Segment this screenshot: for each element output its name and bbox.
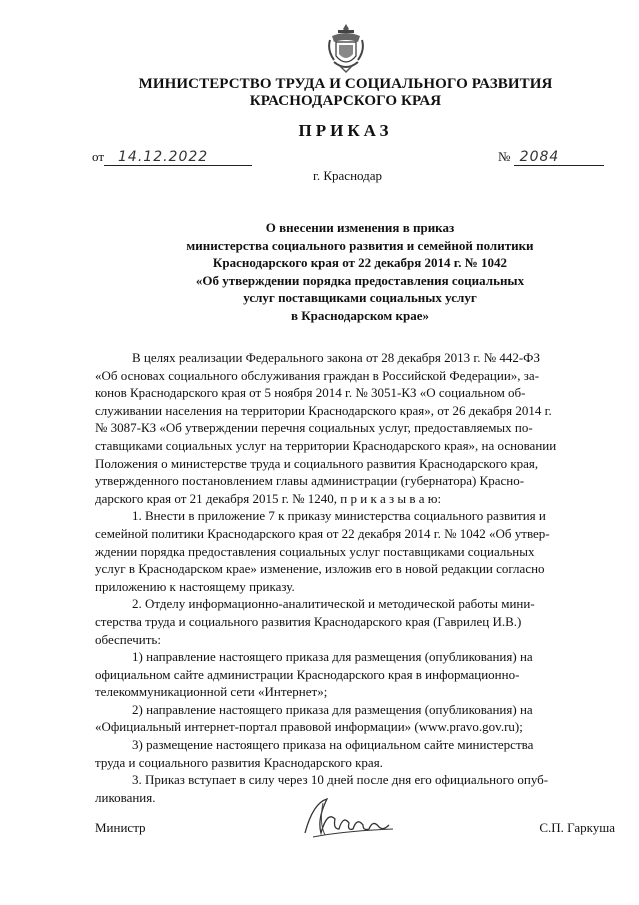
body-line: ставщиками социальных услуг на территории Краснодарского края», на основании xyxy=(95,437,557,453)
order-date xyxy=(92,149,252,166)
body-line: 2. Отделу информационно-аналитической и методической работы мини- xyxy=(132,596,535,612)
body-line: служивании населения на территории Краснодарского края», от 26 декабря 2014 г. xyxy=(95,402,552,418)
order-heading xyxy=(150,219,570,325)
body-line: дарского края от 21 декабря 2015 г. № 1240, п р и к а з ы в а ю: xyxy=(95,490,442,506)
body-line: обеспечить: xyxy=(95,631,161,647)
coat-of-arms-icon xyxy=(326,22,366,74)
signature-icon xyxy=(295,793,405,848)
heading-line: Краснодарского края от 22 декабря 2014 г. № 1042 xyxy=(212,255,508,271)
body-line: утвержденного постановлением главы администрации (губернатора) Красно- xyxy=(95,473,525,489)
number-prefix: № xyxy=(498,149,511,164)
order-title: ПРИКАЗ xyxy=(298,121,393,140)
signer-name: С.П. Гаркуша xyxy=(539,820,615,835)
heading-line: услуг поставщиками социальных услуг xyxy=(243,290,477,306)
order-number xyxy=(498,149,604,166)
signer-position: Министр xyxy=(95,820,146,835)
body-line: 3) размещение настоящего приказа на официальном сайте министерства xyxy=(132,737,534,753)
order-body xyxy=(95,349,615,806)
body-line: услуг в Краснодарском крае» изменение, изложив его в новой редакции согласно xyxy=(95,561,545,577)
date-prefix: от xyxy=(92,149,105,164)
heading-line: «Об утверждении порядка предоставления социальных xyxy=(195,272,525,288)
body-line: телекоммуникационной сети «Интернет»; xyxy=(95,684,328,700)
body-line: ликования. xyxy=(95,789,156,805)
ministry-name-line-1: МИНИСТЕРСТВО ТРУДА И СОЦИАЛЬНОГО РАЗВИТИЯ xyxy=(138,76,553,92)
number-handwritten: 2084 xyxy=(514,149,604,166)
body-line: труда и социального развития Краснодарского края. xyxy=(95,754,383,770)
date-handwritten: 14.12.2022 xyxy=(104,149,252,166)
body-line: В целях реализации Федерального закона от 28 декабря 2013 г. № 442-ФЗ xyxy=(132,350,540,365)
body-line: семейной политики Краснодарского края от 22 декабря 2014 г. № 1042 «Об утвер- xyxy=(95,525,550,541)
city-location: г. Краснодар xyxy=(313,168,383,183)
body-line: стерства труда и социального развития Краснодарского края (Гаврилец И.В.) xyxy=(95,613,522,629)
body-line: конов Краснодарского края от 5 ноября 2014 г. № 3051-КЗ «О социальном об- xyxy=(95,385,526,401)
body-line: ждении порядка предоставления социальных услуг поставщиками социальных xyxy=(95,543,535,559)
body-line: «Об основах социального обслуживания граждан в Российской Федерации», за- xyxy=(95,367,540,383)
body-line: приложению к настоящему приказу. xyxy=(95,578,295,594)
body-line: 2) направление настоящего приказа для размещения (опубликования) на xyxy=(132,701,533,717)
body-line: «Официальный интернет-портал правовой информации» (www.pravo.gov.ru); xyxy=(95,719,523,735)
body-line: официальном сайте администрации Краснодарского края в информационно- xyxy=(95,666,520,682)
heading-line: О внесении изменения в приказ xyxy=(265,220,455,235)
body-line: 1. Внести в приложение 7 к приказу министерства социального развития и xyxy=(132,508,546,524)
heading-line: в Краснодарском крае» xyxy=(290,307,430,323)
ministry-name-line-2: КРАСНОДАРСКОГО КРАЯ xyxy=(249,93,442,109)
body-line: № 3087-КЗ «Об утверждении перечня социальных услуг, предоставляемых по- xyxy=(95,420,533,436)
body-line: Положения о министерстве труда и социального развития Краснодарского края, xyxy=(95,455,539,471)
heading-line: министерства социального развития и семейной политики xyxy=(186,237,534,253)
body-line: 1) направление настоящего приказа для размещения (опубликования) на xyxy=(132,649,533,665)
body-line: 3. Приказ вступает в силу через 10 дней после дня его официального опуб- xyxy=(132,772,549,788)
